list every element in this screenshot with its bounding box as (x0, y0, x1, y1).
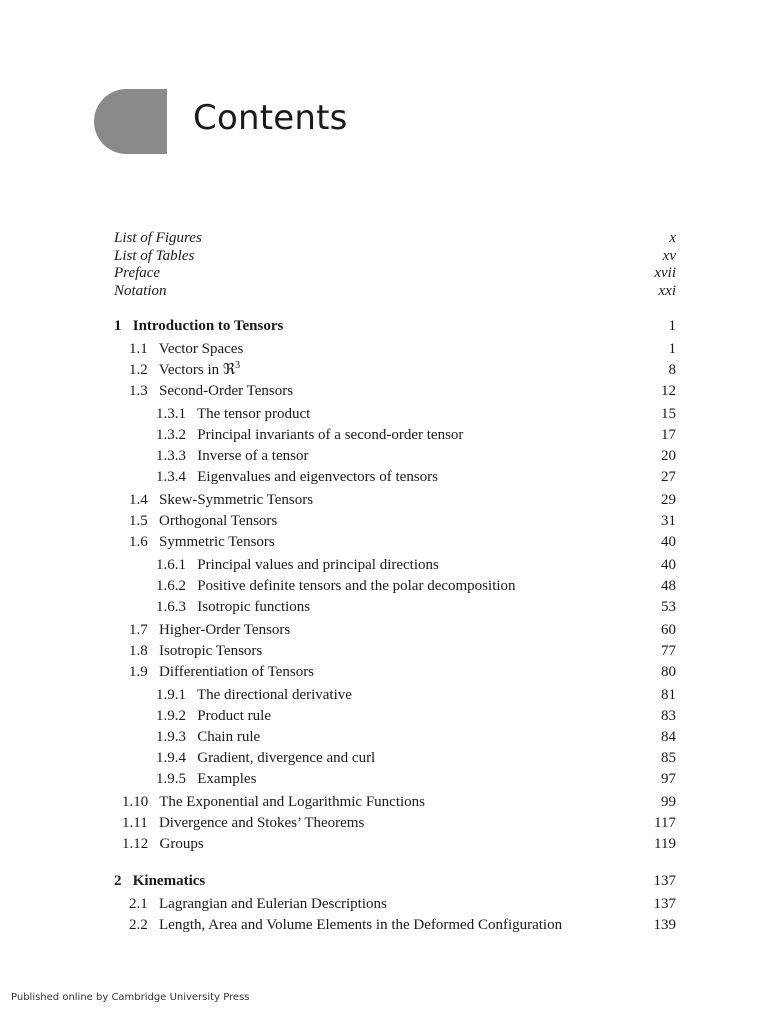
toc-section-page: 40 (661, 534, 676, 550)
toc-section-1-9[interactable] (114, 662, 676, 683)
toc-section-page: 12 (661, 383, 676, 399)
toc-section-2-1[interactable] (114, 894, 676, 915)
toc-entry-page: xvii (654, 265, 676, 281)
toc-subsection-1-6-3[interactable] (114, 597, 676, 618)
toc-section-1-7[interactable] (114, 620, 676, 641)
toc-entry-title: Preface (114, 265, 161, 281)
toc-subsection-1-9-1[interactable] (114, 685, 676, 706)
toc-subsection-page: 81 (661, 687, 676, 703)
chapter-tab-decoration (94, 89, 167, 154)
toc-subsection-number: 1.6.3 (156, 599, 194, 615)
toc-section-page: 139 (653, 917, 676, 933)
toc-subsection-number: 1.9.2 (156, 708, 194, 724)
toc-section-page: 99 (661, 794, 676, 810)
toc-subsection-number: 1.6.2 (156, 578, 194, 594)
toc-subsection-number: 1.9.4 (156, 750, 194, 766)
toc-subsection-title: Isotropic functions (197, 599, 311, 615)
toc-subsection-number: 1.3.3 (156, 448, 194, 464)
toc-entry-list-of-tables[interactable] (114, 248, 676, 266)
toc-subsection-1-3-4[interactable] (114, 467, 676, 488)
toc-subsection-page: 83 (661, 708, 676, 724)
toc-subsection-page: 27 (661, 469, 676, 485)
toc-subsection-1-6-2[interactable] (114, 576, 676, 597)
toc-section-1-4[interactable] (114, 490, 676, 511)
toc-chapter-2[interactable] (114, 871, 676, 892)
toc-section-number: 1.2 (129, 362, 156, 378)
toc-section-page: 8 (668, 362, 676, 378)
toc-subsection-title: Inverse of a tensor (197, 448, 309, 464)
toc-subsection-title: Positive definite tensors and the polar decomposition (197, 578, 516, 594)
toc-section-title: Length, Area and Volume Elements in the Deformed Configuration (159, 917, 563, 933)
toc-section-number: 2.2 (129, 917, 156, 933)
toc-subsection-1-3-1[interactable] (114, 404, 676, 425)
toc-section-number: 1.12 (122, 836, 156, 852)
toc-section-1-11[interactable] (114, 813, 676, 834)
toc-subsection-number: 1.3.2 (156, 427, 194, 443)
toc-subsection-title: Principal invariants of a second-order tensor (197, 427, 464, 443)
toc-section-title: The Exponential and Logarithmic Functions (159, 794, 426, 810)
toc-subsection-1-9-2[interactable] (114, 706, 676, 727)
toc-entry-list-of-figures[interactable] (114, 230, 676, 248)
toc-subsection-title: The tensor product (196, 406, 311, 422)
toc-subsection-1-6-1[interactable] (114, 555, 676, 576)
toc-section-page: 119 (654, 836, 676, 852)
toc-subsection-page: 84 (661, 729, 676, 745)
toc-section-title: Differentiation of Tensors (159, 664, 315, 680)
toc-section-title: Skew-Symmetric Tensors (159, 492, 314, 508)
toc-subsection-title: Examples (197, 771, 257, 787)
toc-section-number: 1.10 (122, 794, 156, 810)
toc-subsection-1-3-2[interactable] (114, 425, 676, 446)
toc-section-1-12[interactable] (114, 834, 676, 855)
toc-subsection-title: Product rule (197, 708, 271, 724)
toc-subsection-1-9-3[interactable] (114, 727, 676, 748)
toc-subsection-number: 1.9.3 (156, 729, 194, 745)
toc-subsection-page: 15 (661, 406, 676, 422)
toc-section-number: 1.4 (129, 492, 156, 508)
toc-section-page: 60 (661, 622, 676, 638)
toc-entry-preface[interactable] (114, 265, 676, 283)
toc-subsection-1-3-3[interactable] (114, 446, 676, 467)
toc-section-1-1[interactable] (114, 339, 676, 360)
toc-section-2-2[interactable] (114, 915, 676, 936)
toc-subsection-page: 17 (661, 427, 676, 443)
toc-section-page: 29 (661, 492, 676, 508)
toc-section-title (159, 362, 240, 378)
toc-subsection-title: Chain rule (197, 729, 261, 745)
toc-subsection-number: 1.3.4 (156, 469, 194, 485)
toc-section-page: 80 (661, 664, 676, 680)
toc-section-title: Second-Order Tensors (159, 383, 294, 399)
toc-section-title: Isotropic Tensors (159, 643, 263, 659)
superscript: 3 (235, 360, 241, 371)
toc-section-title: Symmetric Tensors (159, 534, 275, 550)
toc-subsection-number: 1.3.1 (156, 406, 194, 422)
toc-subsection-page: 85 (661, 750, 676, 766)
toc-section-page: 137 (653, 896, 676, 912)
toc-chapter-1[interactable] (114, 316, 676, 337)
table-of-contents (114, 230, 676, 936)
toc-section-1-5[interactable] (114, 511, 676, 532)
toc-subsection-title: Eigenvalues and eigenvectors of tensors (197, 469, 439, 485)
toc-section-1-8[interactable] (114, 641, 676, 662)
toc-section-1-3[interactable] (114, 381, 676, 402)
toc-chapter-title: Kinematics (132, 873, 206, 889)
toc-section-number: 2.1 (129, 896, 156, 912)
toc-entry-page: xxi (658, 282, 676, 299)
toc-section-number: 1.6 (129, 534, 156, 550)
toc-subsection-number: 1.9.5 (156, 771, 194, 787)
toc-section-number: 1.11 (122, 815, 156, 831)
toc-entry-page: x (669, 230, 676, 246)
toc-subsection-page: 97 (661, 771, 676, 787)
toc-section-1-6[interactable] (114, 532, 676, 553)
toc-subsection-page: 48 (661, 578, 676, 594)
toc-section-1-10[interactable] (114, 792, 676, 813)
toc-entry-page: xv (662, 247, 676, 264)
toc-section-number: 1.3 (129, 383, 156, 399)
publisher-footer: Published online by Cambridge University Press (11, 992, 250, 1003)
toc-subsection-page: 40 (661, 557, 676, 573)
toc-subsection-title: Principal values and principal directions (197, 557, 439, 573)
toc-section-title: Lagrangian and Eulerian Descriptions (159, 896, 387, 912)
toc-section-number: 1.1 (129, 341, 156, 357)
toc-section-title: Vector Spaces (158, 341, 244, 357)
toc-section-number: 1.8 (129, 643, 156, 659)
toc-section-number: 1.9 (129, 664, 156, 680)
toc-entry-notation[interactable] (114, 283, 676, 301)
toc-section-title: Orthogonal Tensors (159, 513, 278, 529)
toc-subsection-title: The directional derivative (196, 687, 352, 703)
toc-entry-title: List of Figures (114, 230, 202, 246)
toc-section-1-2[interactable] (114, 360, 676, 381)
toc-section-page: 1 (668, 341, 676, 357)
toc-section-page: 117 (654, 815, 676, 831)
toc-section-title-text: Vectors in ℜ (158, 362, 236, 378)
page-title: Contents (193, 98, 348, 138)
toc-subsection-1-9-5[interactable] (114, 769, 676, 790)
toc-subsection-page: 20 (661, 448, 676, 464)
toc-entry-title: List of Tables (114, 247, 195, 264)
toc-section-title: Higher-Order Tensors (159, 622, 291, 638)
toc-entry-title: Notation (114, 282, 167, 299)
toc-chapter-title: Introduction to Tensors (132, 318, 284, 334)
toc-section-title: Groups (159, 836, 204, 852)
toc-section-page: 77 (661, 643, 676, 659)
toc-subsection-page: 53 (661, 599, 676, 615)
toc-chapter-page: 1 (668, 318, 676, 334)
toc-section-number: 1.5 (129, 513, 156, 529)
toc-chapter-number: 2 (114, 873, 129, 889)
toc-section-title: Divergence and Stokes’ Theorems (158, 815, 365, 831)
toc-section-page: 31 (661, 513, 676, 529)
toc-subsection-number: 1.9.1 (156, 687, 194, 703)
toc-chapter-page: 137 (653, 873, 676, 889)
toc-section-number: 1.7 (129, 622, 156, 638)
toc-subsection-title: Gradient, divergence and curl (197, 750, 376, 766)
toc-chapter-number: 1 (114, 318, 129, 334)
toc-subsection-1-9-4[interactable] (114, 748, 676, 769)
toc-subsection-number: 1.6.1 (156, 557, 194, 573)
